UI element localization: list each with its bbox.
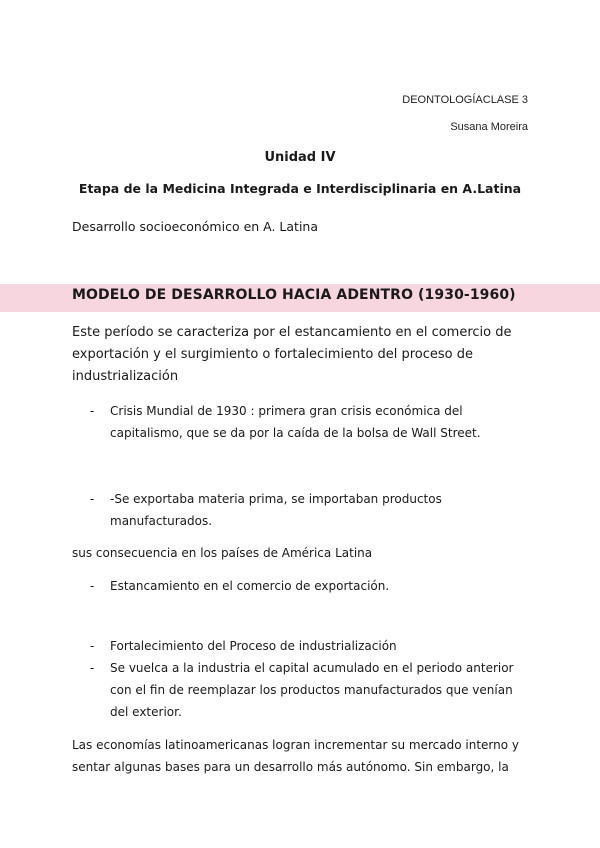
stage-title: Etapa de la Medicina Integrada e Interdisciplinaria en A.Latina <box>78 181 522 196</box>
list-item <box>72 400 532 444</box>
dash-marker: - <box>90 404 95 418</box>
list-item <box>72 488 532 532</box>
unit-title: Unidad IV <box>264 150 336 165</box>
list-item <box>72 575 532 597</box>
bullet-list-trade <box>72 488 532 532</box>
paragraph-economies: Las economías latinoamericanas logran incrementar su mercado interno y sentar algunas bases para un desarrollo más autónomo. Sin embargo, la <box>72 738 519 774</box>
list-item-text: -Se exportaba materia prima, se importaban productos manufacturados. <box>110 492 442 528</box>
author-name: Susana Moreira <box>450 121 528 133</box>
bullet-list-crisis <box>72 400 532 444</box>
course-header: DEONTOLOGÍACLASE 3 <box>402 94 528 106</box>
section-heading: MODELO DE DESARROLLO HACIA ADENTRO (1930-1960) <box>72 287 516 303</box>
dash-marker: - <box>90 579 95 593</box>
list-item <box>72 635 532 657</box>
dash-marker: - <box>90 492 95 506</box>
paragraph-period: Este período se caracteriza por el estancamiento en el comercio de exportación y el surgimiento o fortalecimiento del proceso de industrialización <box>72 325 512 384</box>
intro-line: Desarrollo socioeconómico en A. Latina <box>72 219 319 234</box>
dash-marker: - <box>90 661 95 675</box>
dash-marker: - <box>90 639 95 653</box>
list-item <box>72 657 532 723</box>
bullet-list-industrialization <box>72 635 532 723</box>
bullet-list-stagnation <box>72 575 532 597</box>
list-item-text: Fortalecimiento del Proceso de industrialización <box>110 639 397 653</box>
list-item-text: Crisis Mundial de 1930 : primera gran crisis económica del capitalismo, que se da por la caída de la bolsa de Wall Street. <box>110 404 481 440</box>
list-item-text: Estancamiento en el comercio de exportación. <box>110 579 390 593</box>
consequences-label: sus consecuencia en los países de América Latina <box>72 546 373 560</box>
list-item-text: Se vuelca a la industria el capital acumulado en el periodo anterior con el fin de reemplazar los productos manufacturados que venían del exterior. <box>110 661 514 719</box>
